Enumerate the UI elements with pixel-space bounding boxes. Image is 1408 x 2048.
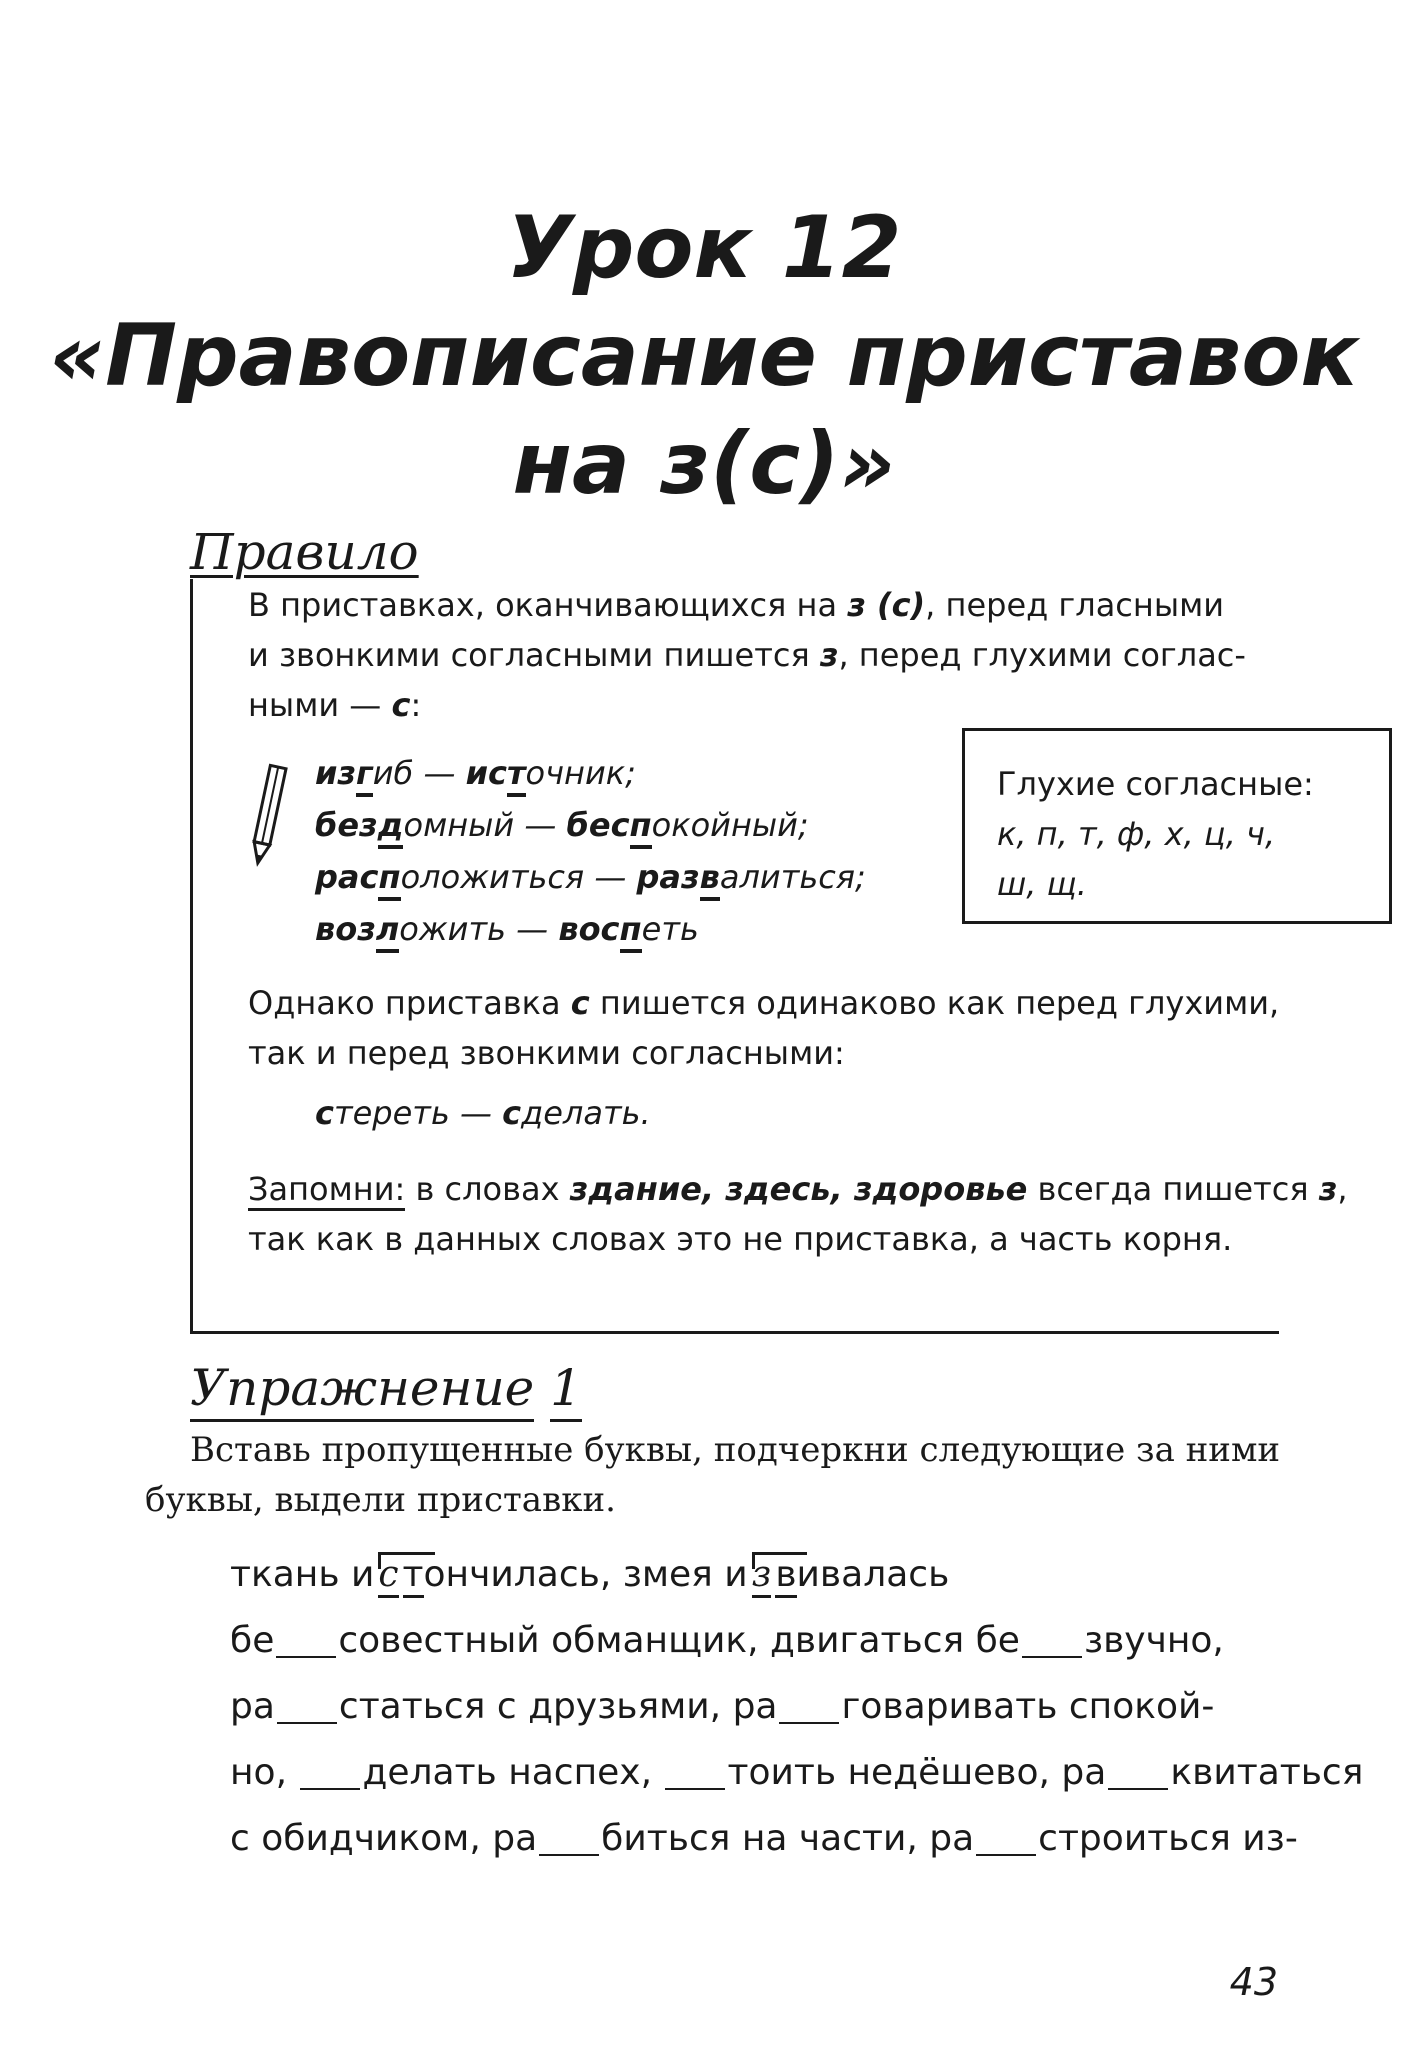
exercise-line-1: ткань и с тончилась, змея и з вивалась bbox=[230, 1554, 949, 1595]
lesson-title-line-3: на з(с)» bbox=[512, 414, 896, 514]
rule-heading: Правило bbox=[190, 523, 419, 581]
blank[interactable] bbox=[976, 1854, 1036, 1856]
rule-paragraph-1-line-3: ными — с: bbox=[248, 686, 422, 724]
example-stereть-sdelat: стереть — сделать. bbox=[315, 1094, 651, 1132]
blank[interactable] bbox=[779, 1722, 839, 1724]
voiceless-consonants-title: Глухие согласные: bbox=[997, 765, 1314, 803]
exercise-line-5: с обидчиком, ра биться на части, ра строиться из- bbox=[230, 1818, 1298, 1859]
example-row-3: расположиться — развалиться; bbox=[315, 858, 866, 896]
exercise-heading: Упражнение 1 bbox=[190, 1358, 582, 1418]
exercise-line-4: но, делать наспех, тоить недёшево, ра квитаться bbox=[230, 1752, 1364, 1793]
example-row-2: бездомный — беспокойный; bbox=[315, 806, 809, 844]
remember-line-1: Запомни: в словах здание, здесь, здоровье всегда пишется з, bbox=[248, 1170, 1348, 1208]
rule-paragraph-2-line-2: так и перед звонкими согласными: bbox=[248, 1034, 845, 1072]
exercise-line-2: бе совестный обманщик, двигаться бе звучно, bbox=[230, 1620, 1224, 1661]
blank[interactable] bbox=[539, 1854, 599, 1856]
lesson-title-line-1: Урок 12 bbox=[506, 198, 902, 298]
example-row-4: возложить — воспеть bbox=[315, 910, 699, 948]
blank[interactable] bbox=[1108, 1788, 1168, 1790]
voiceless-consonants-box bbox=[962, 728, 1392, 924]
blank[interactable] bbox=[277, 1722, 337, 1724]
exercise-instruction-line-1: Вставь пропущенные буквы, подчеркни следующие за ними bbox=[190, 1430, 1281, 1470]
example-row-1: изгиб — источник; bbox=[315, 754, 636, 792]
remember-label: Запомни: bbox=[248, 1170, 405, 1211]
blank[interactable] bbox=[276, 1656, 336, 1658]
page-number: 43 bbox=[1229, 1960, 1278, 2004]
rule-paragraph-2-line-1: Однако приставка с пишется одинаково как перед глухими, bbox=[248, 984, 1280, 1022]
exercise-instruction-line-2: буквы, выдели приставки. bbox=[145, 1480, 616, 1520]
blank[interactable] bbox=[300, 1788, 360, 1790]
blank[interactable] bbox=[665, 1788, 725, 1790]
voiceless-consonants-list-2: ш, щ. bbox=[997, 865, 1087, 903]
rule-paragraph-1-line-2: и звонкими согласными пишется з, перед глухими соглас- bbox=[248, 636, 1246, 674]
exercise-line-3: ра статься с друзьями, ра говаривать спокой- bbox=[230, 1686, 1215, 1727]
rule-paragraph-1-line-1: В приставках, оканчивающихся на з (с), перед гласными bbox=[248, 586, 1225, 624]
lesson-title-line-2: «Правописание приставок bbox=[49, 306, 1359, 406]
blank[interactable] bbox=[1022, 1656, 1082, 1658]
pencil-icon bbox=[248, 760, 288, 870]
voiceless-consonants-list-1: к, п, т, ф, х, ц, ч, bbox=[997, 815, 1276, 853]
remember-line-2: так как в данных словах это не приставка, а часть корня. bbox=[248, 1220, 1233, 1258]
